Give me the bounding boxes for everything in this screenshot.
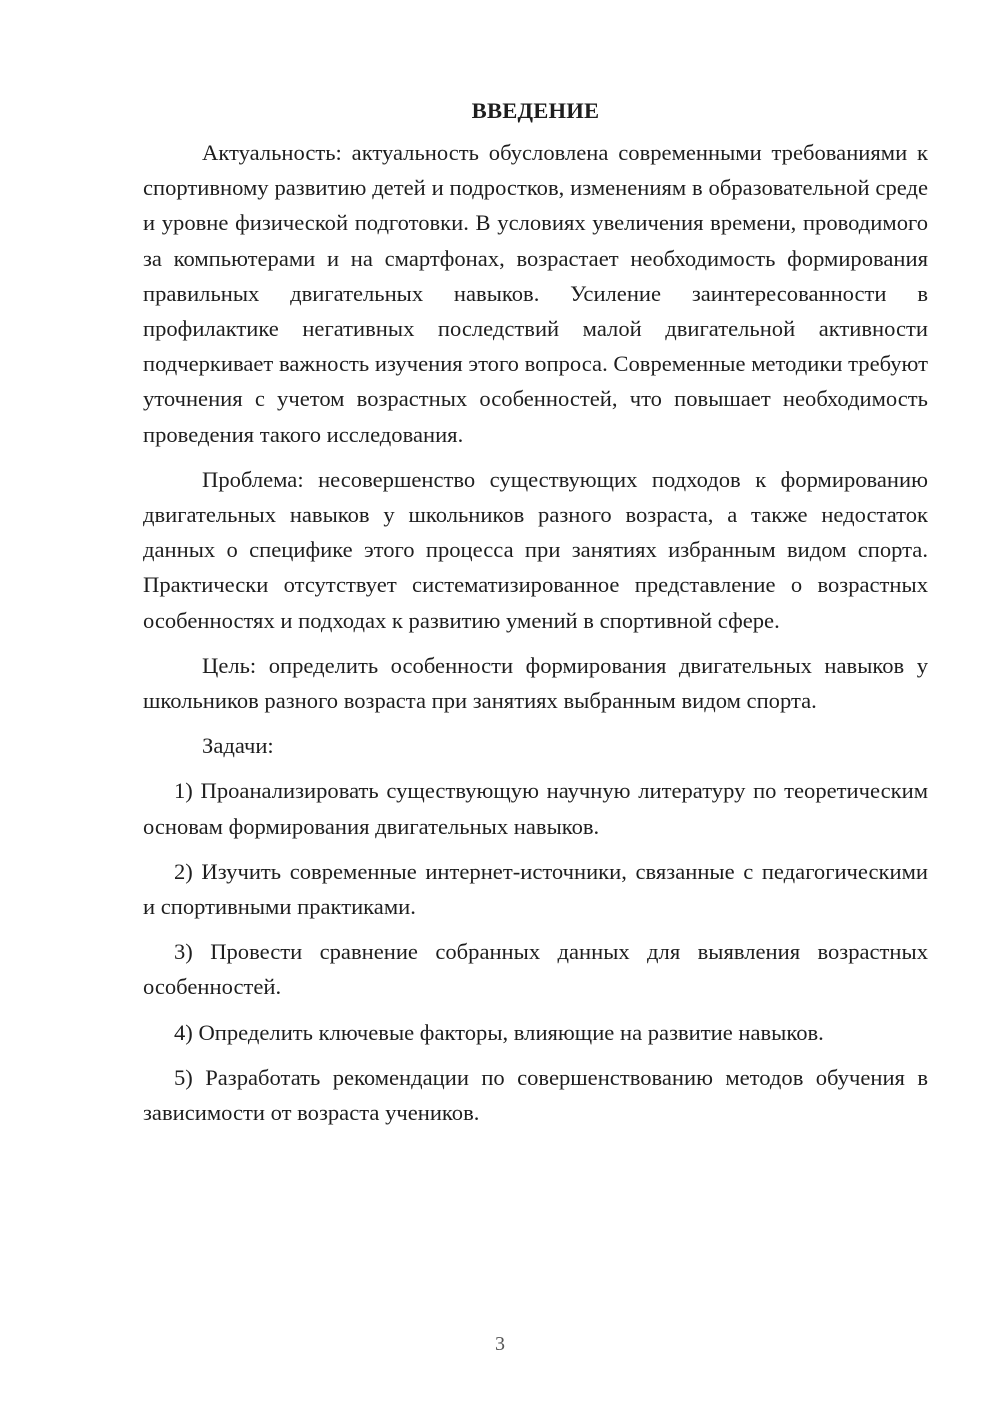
task-item: 2) Изучить современные интернет-источники, связанные с педагогическими и спортивными практиками.: [143, 858, 928, 920]
task-item: 3) Провести сравнение собранных данных для выявления возрастных особенностей.: [143, 939, 928, 1000]
page-number: 3: [495, 1333, 505, 1355]
task-item: 4) Определить ключевые факторы, влияющие на развитие навыков.: [174, 1019, 824, 1045]
section-heading: ВВЕДЕНИЕ: [471, 98, 600, 123]
task-item: 1) Проанализировать существующую научную литературу по теоретическим основам формирования двигательных навыков.: [143, 778, 928, 839]
tasks-label: Задачи:: [202, 733, 274, 759]
task-item: 5) Разработать рекомендации по совершенствованию методов обучения в зависимости от возраста учеников.: [143, 1064, 928, 1126]
page-content: [143, 96, 928, 1140]
relevance-paragraph: Актуальность: актуальность обусловлена современными требованиями к спортивному развитию детей и подростков, изменениям в образовательной среде и уровне физической подготовки. В условиях увеличения времени, проводимого за компьютерами и на смартфонах, возрастает необходимость формирования правильных двигательных навыков. Усиление заинтересованности в профилактике негативных последствий малой двигательной активности подчеркивает важность изучения этого вопроса. Современные методики требуют уточнения с учетом возрастных особенностей, что повышает необходимость проведения такого исследования.: [143, 140, 928, 447]
problem-paragraph: Проблема: несовершенство существующих подходов к формированию двигательных навыков у школьников разного возраста, а также недостаток данных о специфике этого процесса при занятиях избранным видом спорта. Практически отсутствует систематизированное представление о возрастных особенностях и подходах к развитию умений в спортивной сфере.: [143, 466, 928, 633]
tasks-list: [143, 773, 928, 1130]
goal-paragraph: Цель: определить особенности формирования двигательных навыков у школьников разного возраста при занятиях выбранным видом спорта.: [143, 652, 928, 714]
